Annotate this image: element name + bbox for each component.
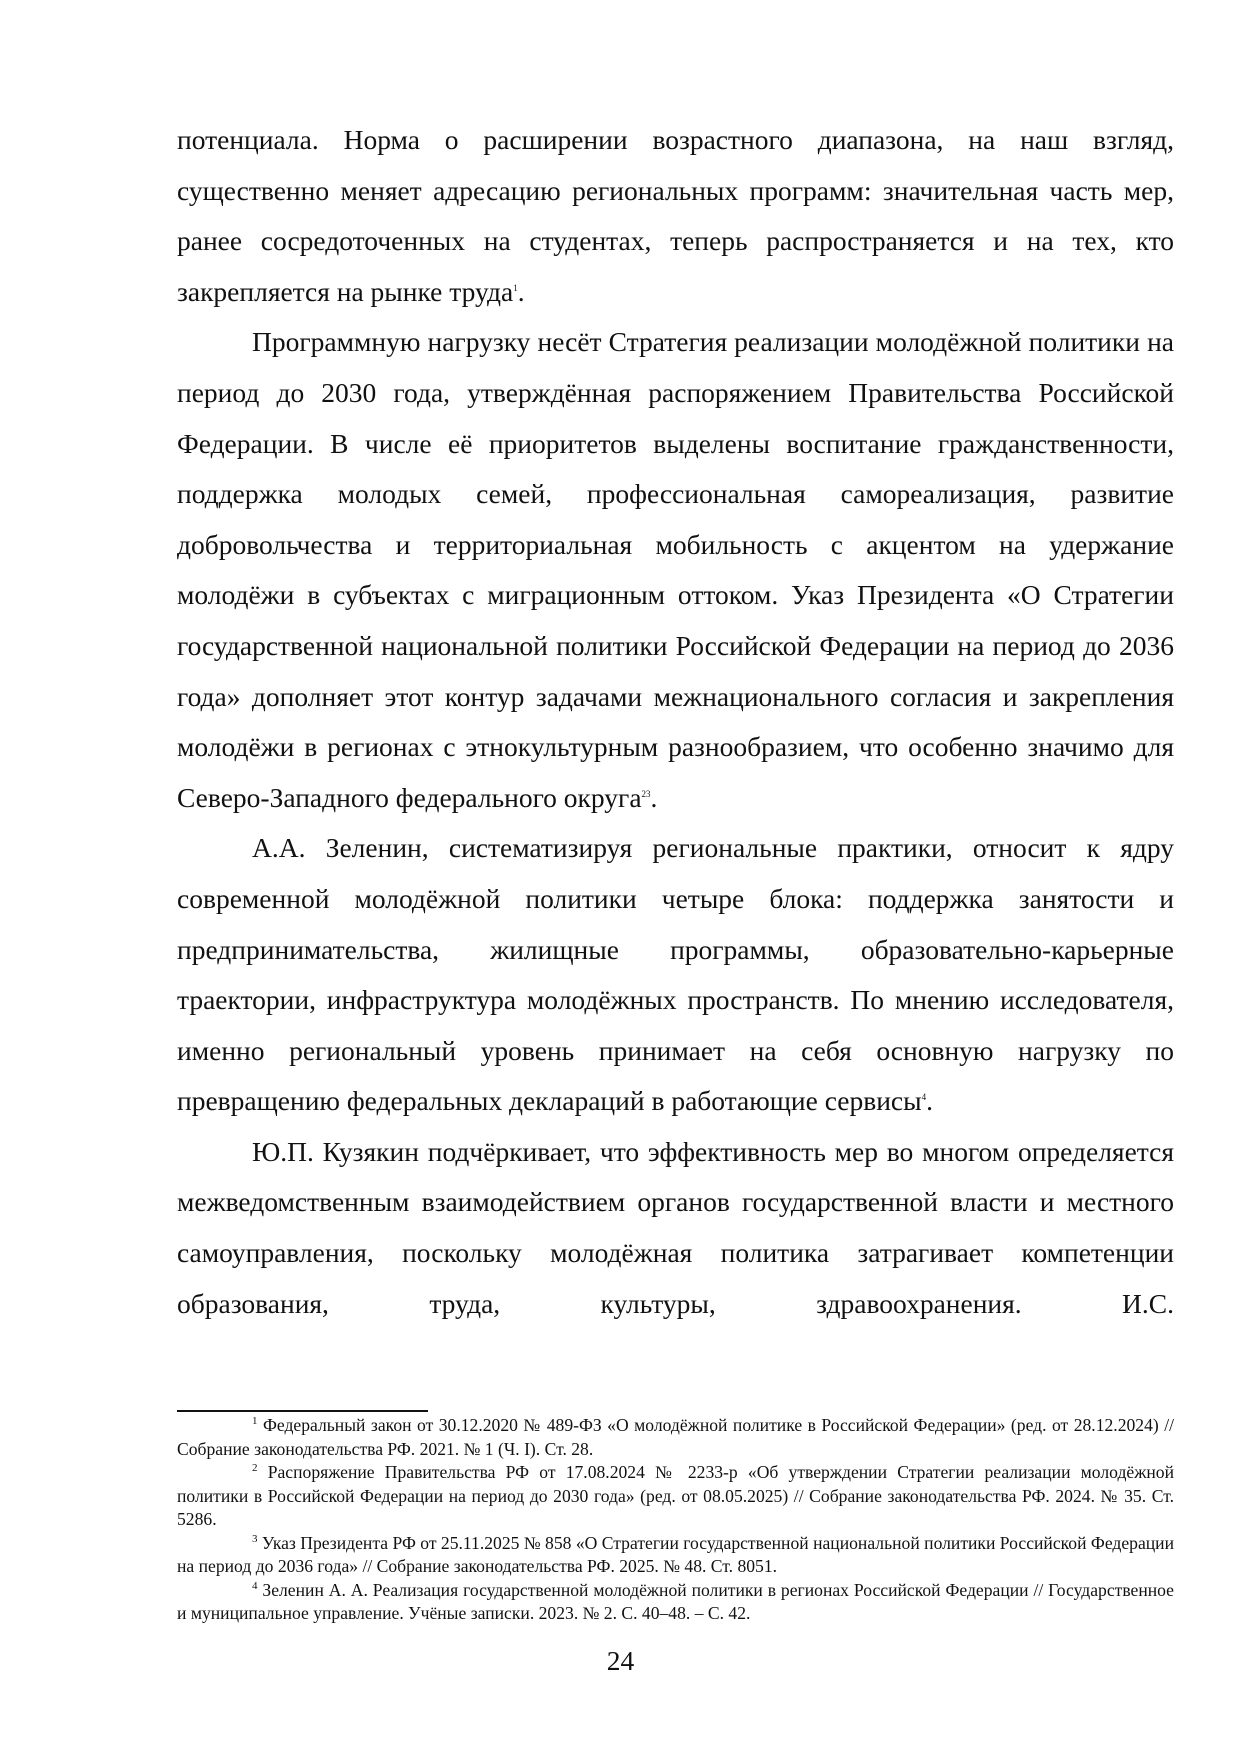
paragraph-end: . [650, 781, 658, 813]
footnote-text: Федеральный закон от 30.12.2020 № 489-ФЗ «О молодёжной политике в Российской Федерации» (ред. от 28.12.2024) // Собрание законодательства РФ. 2021. № 1 (Ч. I). Ст. 28. [177, 1415, 1174, 1459]
footnote-ref[interactable]: 1 [513, 282, 518, 293]
paragraph-3 [177, 823, 1174, 1127]
footnote-4 [177, 1579, 1174, 1626]
paragraph-text: Ю.П. Кузякин подчёркивает, что эффективность мер во многом определяется межведомственным взаимодействием органов государственной власти и местного самоуправления, поскольку молодёжная политика затрагивает компетенции образования, труда, культуры, здравоохранения. И.С. [177, 1135, 1174, 1319]
footnote-text: Указ Президента РФ от 25.11.2025 № 858 «О Стратегии государственной национальной политики Российской Федерации на период до 2036 года» // Собрание законодательства РФ. 2025. № 48. Ст. 8051. [177, 1532, 1175, 1576]
footnote-separator [177, 1410, 428, 1412]
footnote-ref[interactable]: 23 [641, 788, 651, 799]
body-text [177, 115, 1174, 1329]
paragraph-text: Программную нагрузку несёт Стратегия реализации молодёжной политики на период до 2030 года, утверждённая распоряжением Правительства Российской Федерации. В числе её приоритетов выделены воспитание гражданственности, поддержка молодых семей, профессиональная самореализация, развитие добровольчества и территориальная мобильность с акцентом на удержание молодёжи в субъектах с миграционным оттоком. Указ Президента «О Стратегии государственной национальной политики Российской Федерации на период до 2036 года» дополняет этот контур задачами межнационального согласия и закрепления молодёжи в регионах с этнокультурным разнообразием, что особенно значимо для Северо-Западного федерального округа [177, 326, 1174, 813]
paragraph-1 [177, 115, 1174, 317]
footnote-number: 3 [252, 1532, 258, 1545]
paragraph-text: А.А. Зеленин, систематизируя региональные практики, относит к ядру современной молодёжной политики четыре блока: поддержка занятости и предпринимательства, жилищные программы, образовательно-карьерные траектории, инфраструктура молодёжных пространств. По мнению исследователя, именно региональный уровень принимает на себя основную нагрузку по превращению федеральных деклараций в работающие сервисы [177, 832, 1174, 1117]
paragraph-4 [177, 1127, 1174, 1329]
paragraph-text: потенциала. Норма о расширении возрастного диапазона, на наш взгляд, существенно меняет адресацию региональных программ: значительная часть мер, ранее сосредоточенных на студентах, теперь распространяется и на тех, кто закрепляется на рынке труда [177, 124, 1174, 307]
footnote-text: Зеленин А. А. Реализация государственной молодёжной политики в регионах Российской Федерации // Государственное и муниципальное управление. Учёные записки. 2023. № 2. С. 40–48. – С. 42. [177, 1579, 1174, 1623]
paragraph-2 [177, 317, 1174, 823]
footnote-3 [177, 1532, 1174, 1579]
footnote-ref[interactable]: 4 [921, 1092, 927, 1103]
footnote-number: 4 [252, 1579, 258, 1592]
footnotes [177, 1414, 1174, 1626]
page-number: 24 [606, 1645, 635, 1676]
footnote-2 [177, 1461, 1174, 1532]
footnote-number: 2 [252, 1462, 258, 1475]
footnote-number: 1 [252, 1415, 258, 1428]
paragraph-end: . [926, 1085, 933, 1117]
paragraph-end: . [517, 275, 525, 307]
footnote-1 [177, 1414, 1174, 1461]
footnote-text: Распоряжение Правительства РФ от 17.08.2024 № 2233-р «Об утверждении Стратегии реализации молодёжной политики в Российской Федерации на период до 2030 года» (ред. от 08.05.2025) // Собрание законодательства РФ. 2024. № 35. Ст. 5286. [177, 1462, 1174, 1529]
